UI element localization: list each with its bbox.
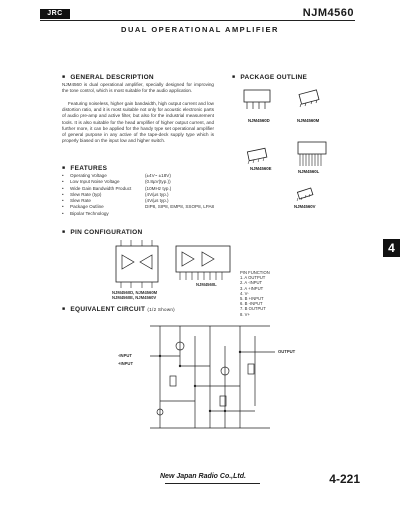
feature-item: • Operating Voltage (±4V~ ±18V) (62, 173, 171, 178)
pin-list-item: 6. B -INPUT (240, 301, 263, 307)
pin-list-item: 4. V- (240, 290, 249, 296)
dip-pin-label: NJM4560D, NJM4560M (112, 290, 158, 295)
circuit-label-pos-input: +INPUT (118, 361, 134, 366)
pin-list-item: 2. A -INPUT (240, 280, 263, 286)
pin-diagrams (110, 240, 240, 292)
pin-list-title: PIN FUNCTION (240, 270, 270, 275)
package-label-sip: NJM4560L (298, 169, 320, 174)
features-list (62, 173, 214, 217)
package-label-dmp: NJM4560M (297, 118, 320, 123)
package-label-ssop: NJM4560E (250, 166, 272, 171)
package-outline-heading: ■ PACKAGE OUTLINE (232, 74, 307, 81)
dip8-package-drawing (244, 90, 270, 109)
pin-list-item: 1. A OUTPUT (240, 275, 266, 281)
general-description-para1: NJM4560 is dual operational amplifier, specially designed for improving the tone control, which is most suitable for the audio application. (62, 82, 214, 94)
sip-pin-label: NJM4560L (196, 282, 217, 287)
pin-list-item: 8. V+ (240, 311, 250, 317)
general-description-heading: ■ GENERAL DESCRIPTION (62, 74, 154, 81)
pin-configuration-heading: ■ PIN CONFIGURATION (62, 229, 142, 236)
equivalent-circuit-heading: ■ EQUIVALENT CIRCUIT (1/2 Shown) (62, 306, 175, 313)
part-number: NJM4560 (302, 7, 354, 19)
sip8-package-drawing (298, 142, 326, 166)
feature-item: • Bipolar Technology (62, 210, 109, 216)
pin-list-item: 3. A +INPUT (240, 285, 264, 291)
feature-item: • Package Outline DIP8, SIP8, EMP8, SSOP8, LPA8 (62, 204, 215, 210)
package-label-vsp: NJM4560V (294, 204, 316, 209)
package-label-dip: NJM4560D (248, 118, 270, 123)
equivalent-circuit-schematic (140, 316, 290, 436)
pin-function-list (240, 270, 270, 317)
features-heading: ■ FEATURES (62, 165, 107, 172)
circuit-label-neg-input: -INPUT (118, 353, 132, 358)
feature-item: • Wide Gain Bandwidth Product (10MHz typ.) (62, 185, 172, 191)
page-title: DUAL OPERATIONAL AMPLIFIER (121, 25, 279, 34)
vsp8-package-drawing (297, 188, 313, 201)
sip-pin-diagram (176, 246, 230, 280)
general-description-para2: Featuring noiseless, higher gain bandwidth, high output current and low distortion ratio, and it is most suitable not only for acoustic electronic parts of audio pre-amp and active filter, but also for the industrial measurement tools. It is also suitable for the head amplifier of higher output current, and further more, it can be applied for the handy type set operational amplifier of general purpose in any active of the tape-deck supply type which is properly biased on the input low and higher switch. (62, 101, 214, 144)
circuit-label-output: OUTPUT (278, 349, 296, 354)
pin-list-item: 7. B OUTPUT (240, 306, 266, 312)
package-drawings (228, 82, 358, 234)
feature-item: • Low Input Noise Voltage (0.8µV(typ.)) (62, 179, 171, 185)
dmp8-package-drawing (299, 90, 319, 107)
feature-item: • Slew Rate (typ) (4V/µs typ.) (62, 191, 169, 197)
dip-pin-label-2: NJM4560E, NJM4560V (112, 295, 157, 300)
feature-item: • Slew Rate (4V/µs typ.) (62, 198, 169, 204)
page-number: 4-221 (329, 472, 360, 486)
ssop8-package-drawing (247, 148, 266, 164)
pin-list-item: 5. B +INPUT (240, 296, 264, 302)
dip-pin-diagram (116, 240, 158, 288)
footer-rule (165, 483, 260, 484)
company-logo: JRC (40, 9, 70, 19)
header-rule (40, 20, 355, 21)
section-tab: 4 (383, 239, 400, 257)
company-name: New Japan Radio Co.,Ltd. (160, 473, 246, 480)
